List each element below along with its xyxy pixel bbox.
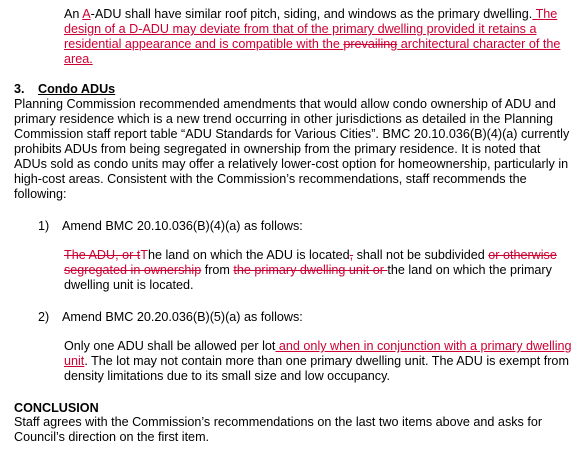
deleted-text: the primary dwelling unit or [233,263,388,277]
section-body: Planning Commission recommended amendments that would allow condo ownership of ADU and primary residence which is a new trend occurring in other jurisdictions as detailed in the Planning Commission staff report table “ADU Standards for Various Cities”. BMC 20.10.036(B)(4)(a) currently prohibits ADUs from being segregated in ownership from the primary residence. It is noted that ADUs sold as condo units may offer a relatively lower-cost option for homeownership, particularly in high-cost areas. Consistent with the Commission’s recommendations, staff recommends the following: [14,97,570,201]
text-run: shall not be subdivided [353,248,489,262]
list-number: 2) [38,310,50,324]
deleted-text: or otherwise segregated in ownership [64,248,557,277]
section-number: 3. [14,82,25,96]
text-run: he land on which the ADU is located [148,248,350,262]
inserted-text: The design of a D-ADU may deviate from that of the primary dwelling provided it retains a residential appearance and is compatible with the [64,7,558,51]
text-run: -ADU shall have similar roof pitch, siding, and windows as the primary dwelling. [90,7,533,21]
inserted-text: A [82,7,91,21]
amendment-text [64,339,576,384]
text-run: Only one ADU shall be allowed per lot [64,339,276,353]
deleted-text: prevailing [343,37,398,51]
design-paragraph [64,7,576,67]
amendment-text [64,248,576,293]
list-item [38,219,303,233]
inserted-text: architectural character of the area. [64,37,561,66]
deleted-text: , [349,248,354,262]
inserted-text: T [140,248,148,262]
text-run: An [64,7,83,21]
list-item-label: Amend BMC 20.20.036(B)(5)(a) as follows: [62,310,303,324]
text-run: from [201,263,234,277]
list-item-label: Amend BMC 20.10.036(B)(4)(a) as follows: [62,219,303,233]
section-title: Condo ADUs [38,82,116,96]
text-run: the land on which the primary dwelling unit is located. [64,263,552,292]
conclusion-heading: CONCLUSION [14,401,99,415]
conclusion-body: Staff agrees with the Commission’s recommendations on the last two items above and asks for Council’s direction on the first item. [14,415,543,444]
list-number: 1) [38,219,50,233]
deleted-text: The ADU, or t [64,248,141,262]
section-heading [14,82,115,96]
list-item [38,310,303,324]
text-run: . The lot may not contain more than one primary dwelling unit. The ADU is exempt from density limitations due to its small size and low occupancy. [64,354,569,383]
inserted-text: and only when in conjunction with a primary dwelling unit [64,339,572,368]
